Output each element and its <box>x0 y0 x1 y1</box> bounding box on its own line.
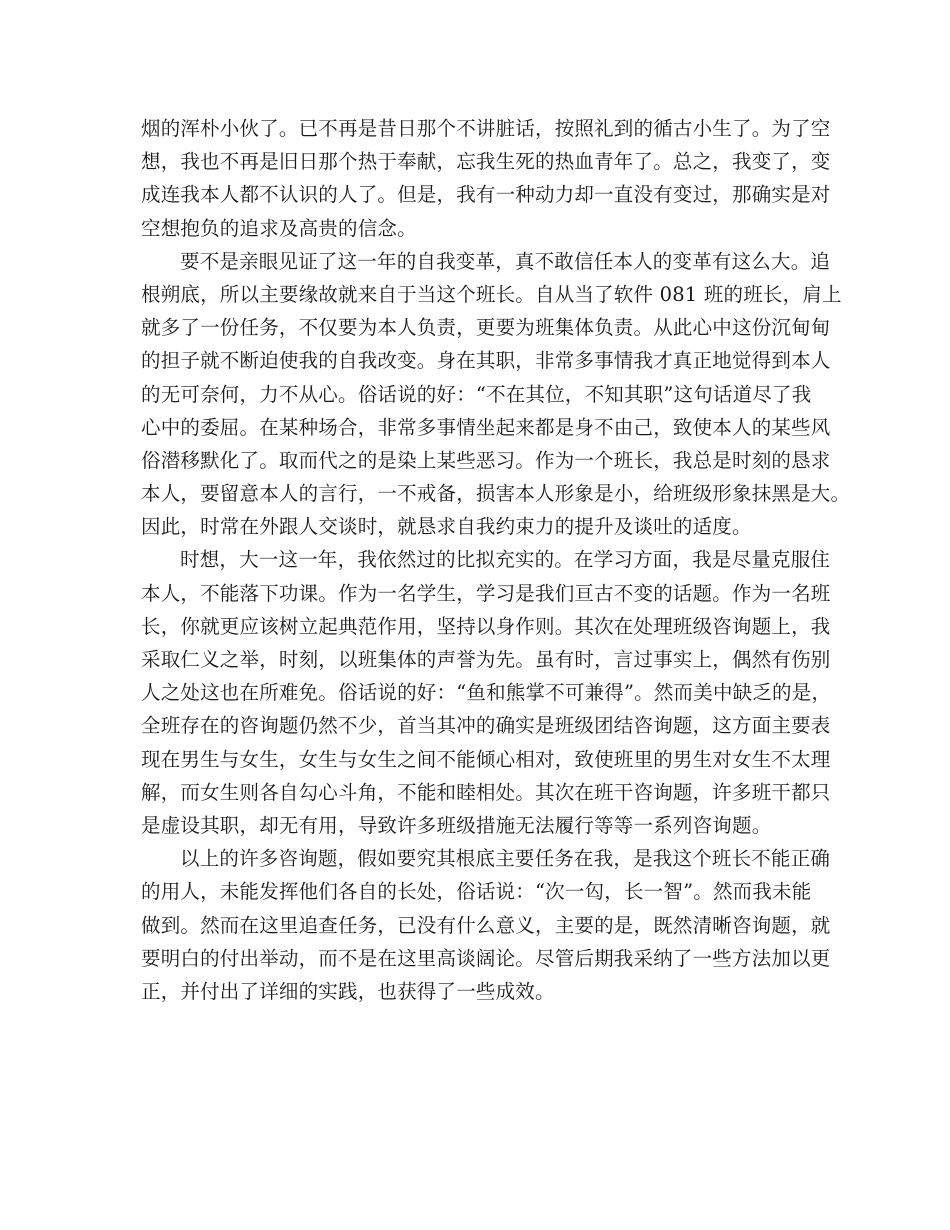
text-line: 因此，时常在外跟人交谈时，就恳求自我约束力的提升及谈吐的适度。 <box>141 515 752 539</box>
text-line: 心中的委屈。在某种场合，非常多事情坐起来都是身不由己，致使本人的某些风 <box>141 415 831 439</box>
text-line: 的无可奈何，力不从心。俗话说的好：“不在其位，不知其职”这句话道尽了我 <box>141 382 812 406</box>
text-line: 是虚设其职，却无有用，导致许多班级措施无法履行等等一系列咨询题。 <box>141 813 772 837</box>
text-line: 的用人，未能发挥他们各自的长处，俗话说：“次一匃，长一智”。然而我未能 <box>141 880 812 904</box>
text-line: 人之处这也在所难免。俗话说的好：“鱼和熊掌不可兼得”。然而美中缺乏的是， <box>141 681 832 705</box>
text-line: 本人，不能落下功课。作为一名学生，学习是我们亘古不变的话题。作为一名班 <box>141 581 831 605</box>
text-line: 烟的浑朴小伙了。已不再是昔日那个不讲脏话，按照礼到的循古小生了。为了空 <box>141 117 831 140</box>
text-line: 现在男生与女生，女生与女生之间不能倾心相对，致使班里的男生对女生不太理 <box>141 747 831 771</box>
text-line: 长，你就更应该树立起典范作用，坚持以身作则。其次在处理班级咨询题上，我 <box>141 614 831 638</box>
document-body <box>141 112 851 1008</box>
paragraph-first-line: 以上的许多咨询题，假如要究其根底主要任务在我，是我这个班长不能正确 <box>180 847 831 871</box>
paragraph-first-line: 要不是亲眼见证了这一年的自我变革，真不敢信任本人的变革有这么大。追 <box>180 249 831 273</box>
text-line: 做到。然而在这里追查任务，已没有什么意义，主要的是，既然清晰咨询题，就 <box>141 913 831 937</box>
text-line: 的担子就不断迫使我的自我改变。身在其职，非常多事情我才真正地觉得到本人 <box>141 349 831 373</box>
paragraph-first-line: 时想，大一这一年，我依然过的比拟充实的。在学习方面，我是尽量克服住 <box>180 548 831 572</box>
text-line: 本人，要留意本人的言行，一不戒备，损害本人形象是小，给班级形象抹黑是大。 <box>141 482 851 506</box>
text-line: 要明白的付出举动，而不是在这里高谈阔论。尽管后期我采纳了一些方法加以更 <box>141 946 831 970</box>
text-line: 采取仁义之举，时刻，以班集体的声誉为先。虽有时，言过事实上，偶然有伤别 <box>141 648 831 671</box>
text-line: 解，而女生则各自勾心斗角，不能和睦相处。其次在班干咨询题，许多班干都只 <box>141 780 831 804</box>
text-line: 空想抱负的追求及高贵的信念。 <box>141 216 417 240</box>
text-line: 俗潜移默化了。取而代之的是染上某些恶习。作为一个班长，我总是时刻的恳求 <box>141 448 831 472</box>
text-line: 想，我也不再是旧日那个热于奉献，忘我生死的热血青年了。总之，我变了，变 <box>141 150 831 174</box>
text-line: 成连我本人都不认识的人了。但是，我有一种动力却一直没有变过，那确实是对 <box>141 183 831 207</box>
text-line: 就多了一份任务，不仅要为本人负责，更要为班集体负责。从此心中这份沉甸甸 <box>141 316 831 340</box>
text-line: 正，并付出了详细的实践，也获得了一些成效。 <box>141 979 555 1003</box>
text-line: 根朔底，所以主要缘故就来自于当这个班长。自从当了软件 081 班的班长，肩上 <box>141 282 842 306</box>
text-line: 全班存在的咨询题仍然不少，首当其冲的确实是班级团结咨询题，这方面主要表 <box>141 714 831 738</box>
